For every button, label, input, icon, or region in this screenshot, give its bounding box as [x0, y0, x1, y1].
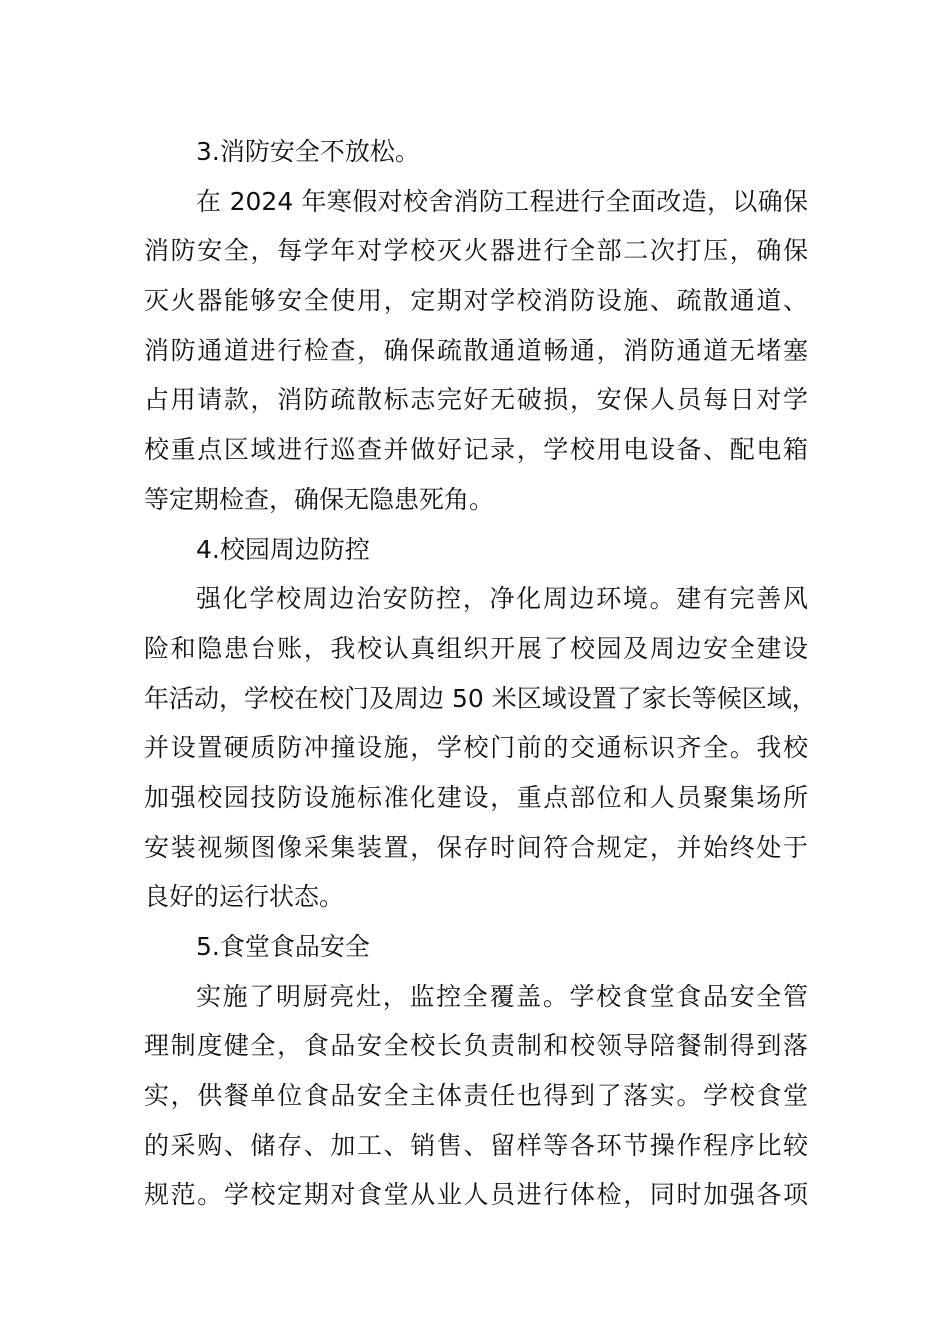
paragraph-line: 消防安全，每学年对学校灭火器进行全部二次打压，确保: [144, 236, 808, 266]
paragraph-line: 等定期检查，确保无隐患死角。: [144, 484, 495, 514]
section-heading-canteen-food-safety: 5.食堂食品安全: [196, 932, 370, 961]
paragraph-line: 消防通道进行检查，确保疏散通道畅通，消防通道无堵塞: [144, 335, 808, 365]
paragraph-line: 灭火器能够安全使用，定期对学校消防设施、疏散通道、: [144, 286, 808, 316]
paragraph-line: 实施了明厨亮灶，监控全覆盖。学校食堂食品安全管: [196, 981, 808, 1011]
paragraph-line: 年活动，学校在校门及周边 50 米区域设置了家长等候区域，: [144, 683, 817, 713]
paragraph-line: 良好的运行状态。: [144, 882, 345, 912]
paragraph-line: 并设置硬质防冲撞设施，学校门前的交通标识齐全。我校: [144, 733, 808, 763]
paragraph-line: 实，供餐单位食品安全主体责任也得到了落实。学校食堂: [144, 1081, 808, 1111]
paragraph-line: 在 2024 年寒假对校舍消防工程进行全面改造，以确保: [196, 186, 808, 216]
paragraph-line: 校重点区域进行巡查并做好记录，学校用电设备、配电箱: [144, 435, 808, 465]
section-heading-campus-perimeter: 4.校园周边防控: [196, 534, 370, 564]
paragraph-line: 安装视频图像采集装置，保存时间符合规定，并始终处于: [144, 832, 808, 862]
paragraph-line: 强化学校周边治安防控，净化周边环境。建有完善风: [196, 584, 808, 614]
paragraph-line: 规范。学校定期对食堂从业人员进行体检，同时加强各项: [144, 1180, 808, 1210]
section-heading-fire-safety: 3.消防安全不放松。: [196, 137, 420, 166]
paragraph-line: 加强校园技防设施标准化建设，重点部位和人员聚集场所: [144, 782, 808, 812]
document-body: [144, 127, 817, 1220]
paragraph-line: 的采购、储存、加工、销售、留样等各环节操作程序比较: [144, 1130, 808, 1160]
paragraph-line: 理制度健全，食品安全校长负责制和校领导陪餐制得到落: [144, 1031, 808, 1061]
paragraph-line: 险和隐患台账，我校认真组织开展了校园及周边安全建设: [144, 633, 808, 663]
paragraph-line: 占用请款，消防疏散标志完好无破损，安保人员每日对学: [144, 385, 808, 415]
